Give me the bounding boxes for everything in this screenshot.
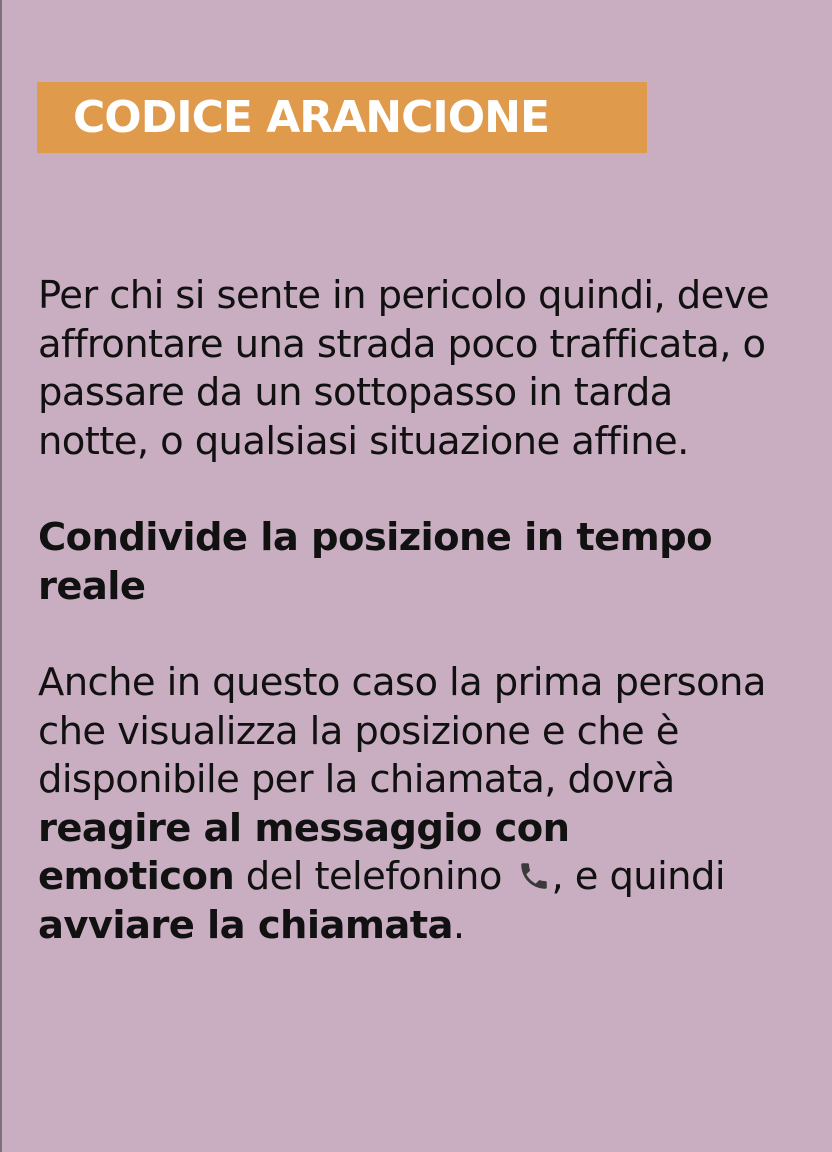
telephone-receiver-icon [517, 857, 551, 891]
instruction-text-1: Anche in questo caso la prima persona che visualizza la posizione e che è disponibile per la chiamata, dovrà [38, 660, 766, 802]
page-title: CODICE ARANCIONE [73, 92, 550, 143]
title-banner [37, 82, 647, 153]
instruction-paragraph [38, 659, 778, 950]
page-left-border [0, 0, 2, 1152]
main-content [38, 272, 778, 950]
intro-paragraph: Per chi si sente in pericolo quindi, deve affrontare una strada poco trafficata, o passare da un sottopasso in tarda notte, o qualsiasi situazione affine. [38, 273, 770, 464]
instruction-text-4: . [452, 902, 465, 948]
instruction-text-3: , e quindi [551, 854, 725, 899]
section-subheading: Condivide la posizione in tempo reale [38, 515, 712, 609]
instruction-bold-react: reagire al messaggio con emoticon [38, 805, 570, 899]
instruction-text-2: del telefonino [234, 854, 514, 899]
instruction-bold-call: avviare la chiamata [38, 902, 453, 948]
